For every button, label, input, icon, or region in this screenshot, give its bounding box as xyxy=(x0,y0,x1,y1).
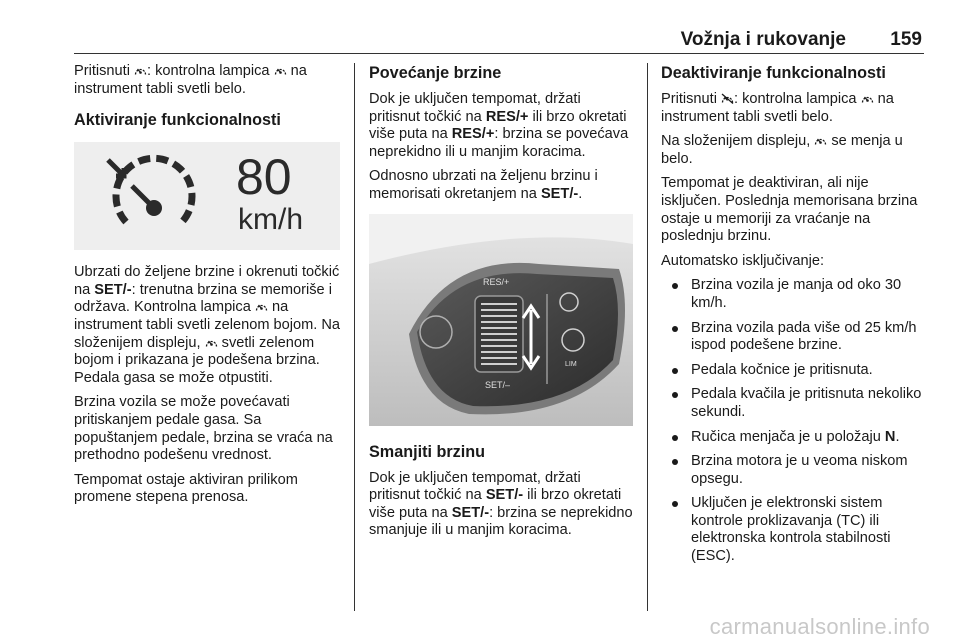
paragraph: Tempomat ostaje aktiviran prilikom promene stepena prenosa. xyxy=(74,471,298,506)
section-title: Vožnja i rukovanje xyxy=(680,29,846,50)
cruise-control-icon xyxy=(861,93,874,104)
list-item: Ručica menjača je u položaju N. xyxy=(661,429,927,447)
column-3 xyxy=(661,63,927,573)
list-item: Brzina vozila pada više od 25 km/h ispod podešene brzine. xyxy=(661,320,927,355)
paragraph: Dok je uključen tempomat, držati pritisnut točkić na RES/+ ili brzo okretati više puta na RES/+: brzina se povećava neprekidno ili u manjim koracima. xyxy=(369,91,629,160)
watermark: carmanualsonline.info xyxy=(709,614,930,639)
paragraph: Odnosno ubrzati na željenu brzinu i memorisati okretanjem na SET/-. xyxy=(369,168,598,202)
paragraph: Pritisnuti : kontrolna lampica na instrument tabli svetli belo. xyxy=(74,63,307,97)
page-header xyxy=(74,0,924,52)
heading-deactivate: Deaktiviranje funkcionalnosti xyxy=(661,64,886,82)
cruise-control-icon xyxy=(274,65,287,76)
page-number: 159 xyxy=(890,29,922,50)
bullet-dot xyxy=(672,459,678,465)
paragraph: Dok je uključen tempomat, držati pritisnut točkić na SET/- ili brzo okretati više puta na SET/-: brzina se neprekidno smanjuje ili u manjim koracima. xyxy=(369,469,633,539)
heading-decrease-speed: Smanjiti brzinu xyxy=(369,442,486,461)
bullet-dot xyxy=(672,392,678,398)
paragraph: Ubrzati do željene brzine i okrenuti točkić na SET/-: trenutna brzina se memoriše i održava. Kontrolna lampica na instrument tabli svetli zelenom bojom. Na složenijem displeju, svetli zelenom bojom i prikazana je podešena brzina. Pedala gasa se može otpustiti. xyxy=(74,264,341,386)
auto-off-list xyxy=(661,277,927,565)
speed-unit: km/h xyxy=(238,203,304,237)
cruise-control-icon xyxy=(205,337,218,348)
list-item: Pedala kvačila je pritisnuta nekoliko sekundi. xyxy=(661,386,927,421)
column-divider xyxy=(354,63,355,611)
heading-activate: Aktiviranje funkcionalnosti xyxy=(74,111,281,130)
steering-wheel-controls-photo xyxy=(369,214,633,426)
column-1 xyxy=(74,63,342,514)
bullet-dot xyxy=(672,368,678,374)
header-rule xyxy=(74,53,924,54)
list-item: Uključen je elektronski sistem kontrole proklizavanja (TC) ili elektronska kontrola stabilnosti (ESC). xyxy=(661,495,927,565)
column-2 xyxy=(369,63,633,547)
set-minus-label: SET/– xyxy=(485,379,511,390)
bullet-dot xyxy=(672,326,678,332)
paragraph: Brzina vozila se može povećavati pritiskanjem pedale gasa. Sa popuštanjem pedale, brzina se vraća na prethodno podešenu vrednost. xyxy=(74,394,333,464)
bullet-dot xyxy=(672,283,678,289)
paragraph: Pritisnuti : kontrolna lampica na instrument tabli svetli belo. xyxy=(661,91,894,125)
heading-increase-speed: Povećanje brzine xyxy=(369,64,502,82)
paragraph: Automatsko isključivanje: xyxy=(661,252,825,269)
lim-label: LIM xyxy=(565,360,577,368)
cruise-control-off-icon xyxy=(721,93,734,104)
list-item: Pedala kočnice je pritisnuta. xyxy=(661,362,927,380)
bullet-dot xyxy=(672,435,678,441)
paragraph: Tempomat je deaktiviran, ali nije isključen. Poslednja memorisana brzina ostaje u memoriji za vraćanje na poslednju brzinu. xyxy=(661,175,918,245)
set-speed-value: 80 xyxy=(236,149,292,206)
bullet-dot xyxy=(672,501,678,507)
list-item: Brzina vozila je manja od oko 30 km/h. xyxy=(661,277,927,312)
list-item: Brzina motora je u veoma niskom opsegu. xyxy=(661,453,927,488)
cruise-control-icon xyxy=(134,65,147,76)
cruise-activation-figure xyxy=(74,142,340,250)
column-divider xyxy=(647,63,648,611)
cruise-control-icon xyxy=(255,301,268,312)
paragraph: Na složenijem displeju, se menja u belo. xyxy=(661,133,903,167)
cruise-control-icon xyxy=(814,135,827,146)
res-plus-label: RES/+ xyxy=(483,276,510,287)
